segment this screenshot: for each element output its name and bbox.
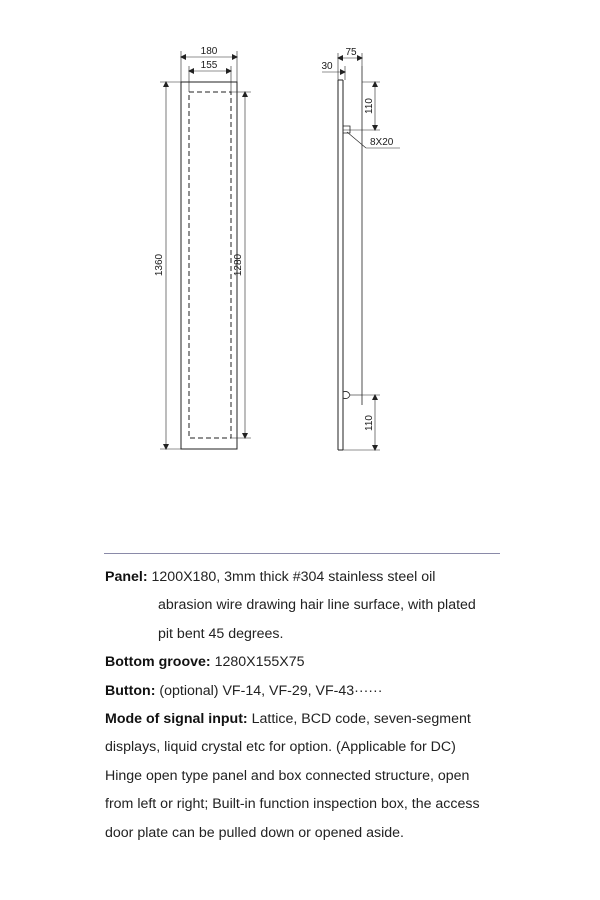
panel-label: Panel: bbox=[105, 569, 148, 585]
signal-line2: displays, liquid crystal etc for option. (Applicable for DC) bbox=[105, 739, 456, 756]
dim-label-1280: 1280 bbox=[233, 253, 244, 277]
hinge-line2: from left or right; Built-in function inspection box, the access bbox=[105, 796, 480, 813]
panel-line1: 1200X180, 3mm thick #304 stainless steel oil bbox=[151, 569, 436, 585]
button-row bbox=[105, 677, 515, 705]
spec-text bbox=[105, 563, 515, 847]
hinge-line3: door plate can be pulled down or opened aside. bbox=[105, 824, 404, 841]
front-view bbox=[160, 51, 251, 449]
front-groove-outline bbox=[189, 92, 231, 438]
groove-row bbox=[105, 648, 515, 676]
groove-value: 1280X155X75 bbox=[214, 654, 305, 671]
signal-row bbox=[105, 705, 515, 733]
panel-row bbox=[105, 563, 515, 591]
dim-label-30: 30 bbox=[321, 61, 333, 72]
side-view bbox=[322, 53, 400, 450]
signal-label: Mode of signal input: bbox=[105, 711, 248, 728]
hinge-line1: Hinge open type panel and box connected structure, open bbox=[105, 767, 470, 784]
dim-label-8x20: 8X20 bbox=[370, 137, 394, 148]
dim-label-110-top: 110 bbox=[364, 98, 375, 114]
dim-label-75: 75 bbox=[345, 47, 357, 58]
dim-label-1360: 1360 bbox=[154, 253, 165, 277]
groove-label: Bottom groove: bbox=[105, 654, 211, 671]
signal-line1: Lattice, BCD code, seven-segment bbox=[251, 711, 471, 728]
dim-label-180: 180 bbox=[200, 46, 218, 57]
button-value: (optional) VF-14, VF-29, VF-43······ bbox=[159, 682, 383, 699]
bottom-bracket bbox=[343, 391, 350, 398]
dim-label-110-bottom: 110 bbox=[364, 415, 375, 431]
leader-8x20 bbox=[347, 132, 366, 148]
section-divider bbox=[104, 553, 500, 554]
button-label: Button: bbox=[105, 682, 156, 699]
panel-line3: pit bent 45 degrees. bbox=[158, 625, 284, 642]
top-bracket bbox=[343, 126, 350, 133]
dim-label-155: 155 bbox=[200, 60, 218, 71]
panel-line2: abrasion wire drawing hair line surface, with plated bbox=[158, 597, 476, 614]
